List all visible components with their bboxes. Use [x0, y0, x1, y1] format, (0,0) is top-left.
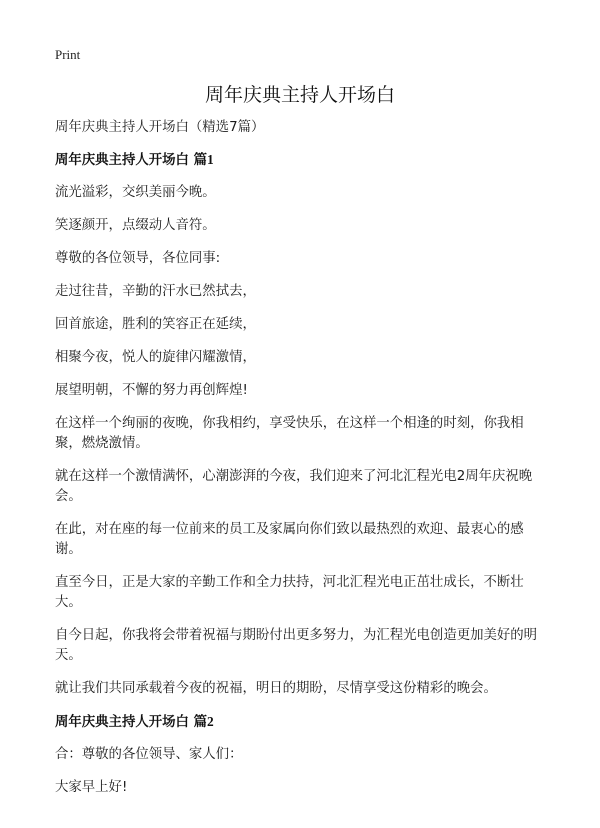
section-heading-2: 周年庆典主持人开场白 篇2 — [55, 714, 214, 730]
paragraph: 回首旅途，胜利的笑容正在延续， — [55, 317, 256, 332]
paragraph: 在这样一个绚丽的夜晚，你我相约，享受快乐，在这样一个相逢的时刻，你我相聚，燃烧激情。 — [55, 416, 524, 451]
paragraph: 大家早上好! — [55, 780, 128, 795]
paragraph: 流光溢彩，交织美丽今晚。 — [55, 185, 216, 200]
paragraph: 走过往昔，辛勤的汗水已然拭去， — [55, 284, 256, 299]
paragraph: 自今日起，你我将会带着祝福与期盼付出更多努力，为汇程光电创造更加美好的明天。 — [55, 628, 538, 663]
paragraph: 直至今日，正是大家的辛勤工作和全力扶持，河北汇程光电正茁壮成长，不断壮大。 — [55, 575, 524, 610]
paragraph: 尊敬的各位领导，各位同事: — [55, 251, 221, 266]
section-heading-1: 周年庆典主持人开场白 篇1 — [55, 152, 214, 168]
print-link[interactable]: Print — [55, 47, 81, 62]
paragraph: 笑逐颜开，点缀动人音符。 — [55, 218, 216, 233]
document-subtitle: 周年庆典主持人开场白（精选7篇） — [55, 120, 265, 135]
paragraph: 展望明朝，不懈的努力再创辉煌! — [55, 383, 248, 398]
paragraph: 在此，对在座的每一位前来的员工及家属向你们致以最热烈的欢迎、最衷心的感谢。 — [55, 522, 524, 557]
document-body — [55, 118, 545, 811]
paragraph: 就在这样一个激情满怀，心潮澎湃的今夜，我们迎来了河北汇程光电2周年庆祝晚会。 — [55, 469, 533, 504]
page-title: 周年庆典主持人开场白 — [204, 84, 395, 106]
paragraph: 就让我们共同承载着今夜的祝福，明日的期盼，尽情享受这份精彩的晚会。 — [55, 681, 497, 696]
paragraph: 相聚今夜，悦人的旋律闪耀激情， — [55, 350, 256, 365]
paragraph: 合：尊敬的各位领导、家人们： — [55, 747, 243, 762]
